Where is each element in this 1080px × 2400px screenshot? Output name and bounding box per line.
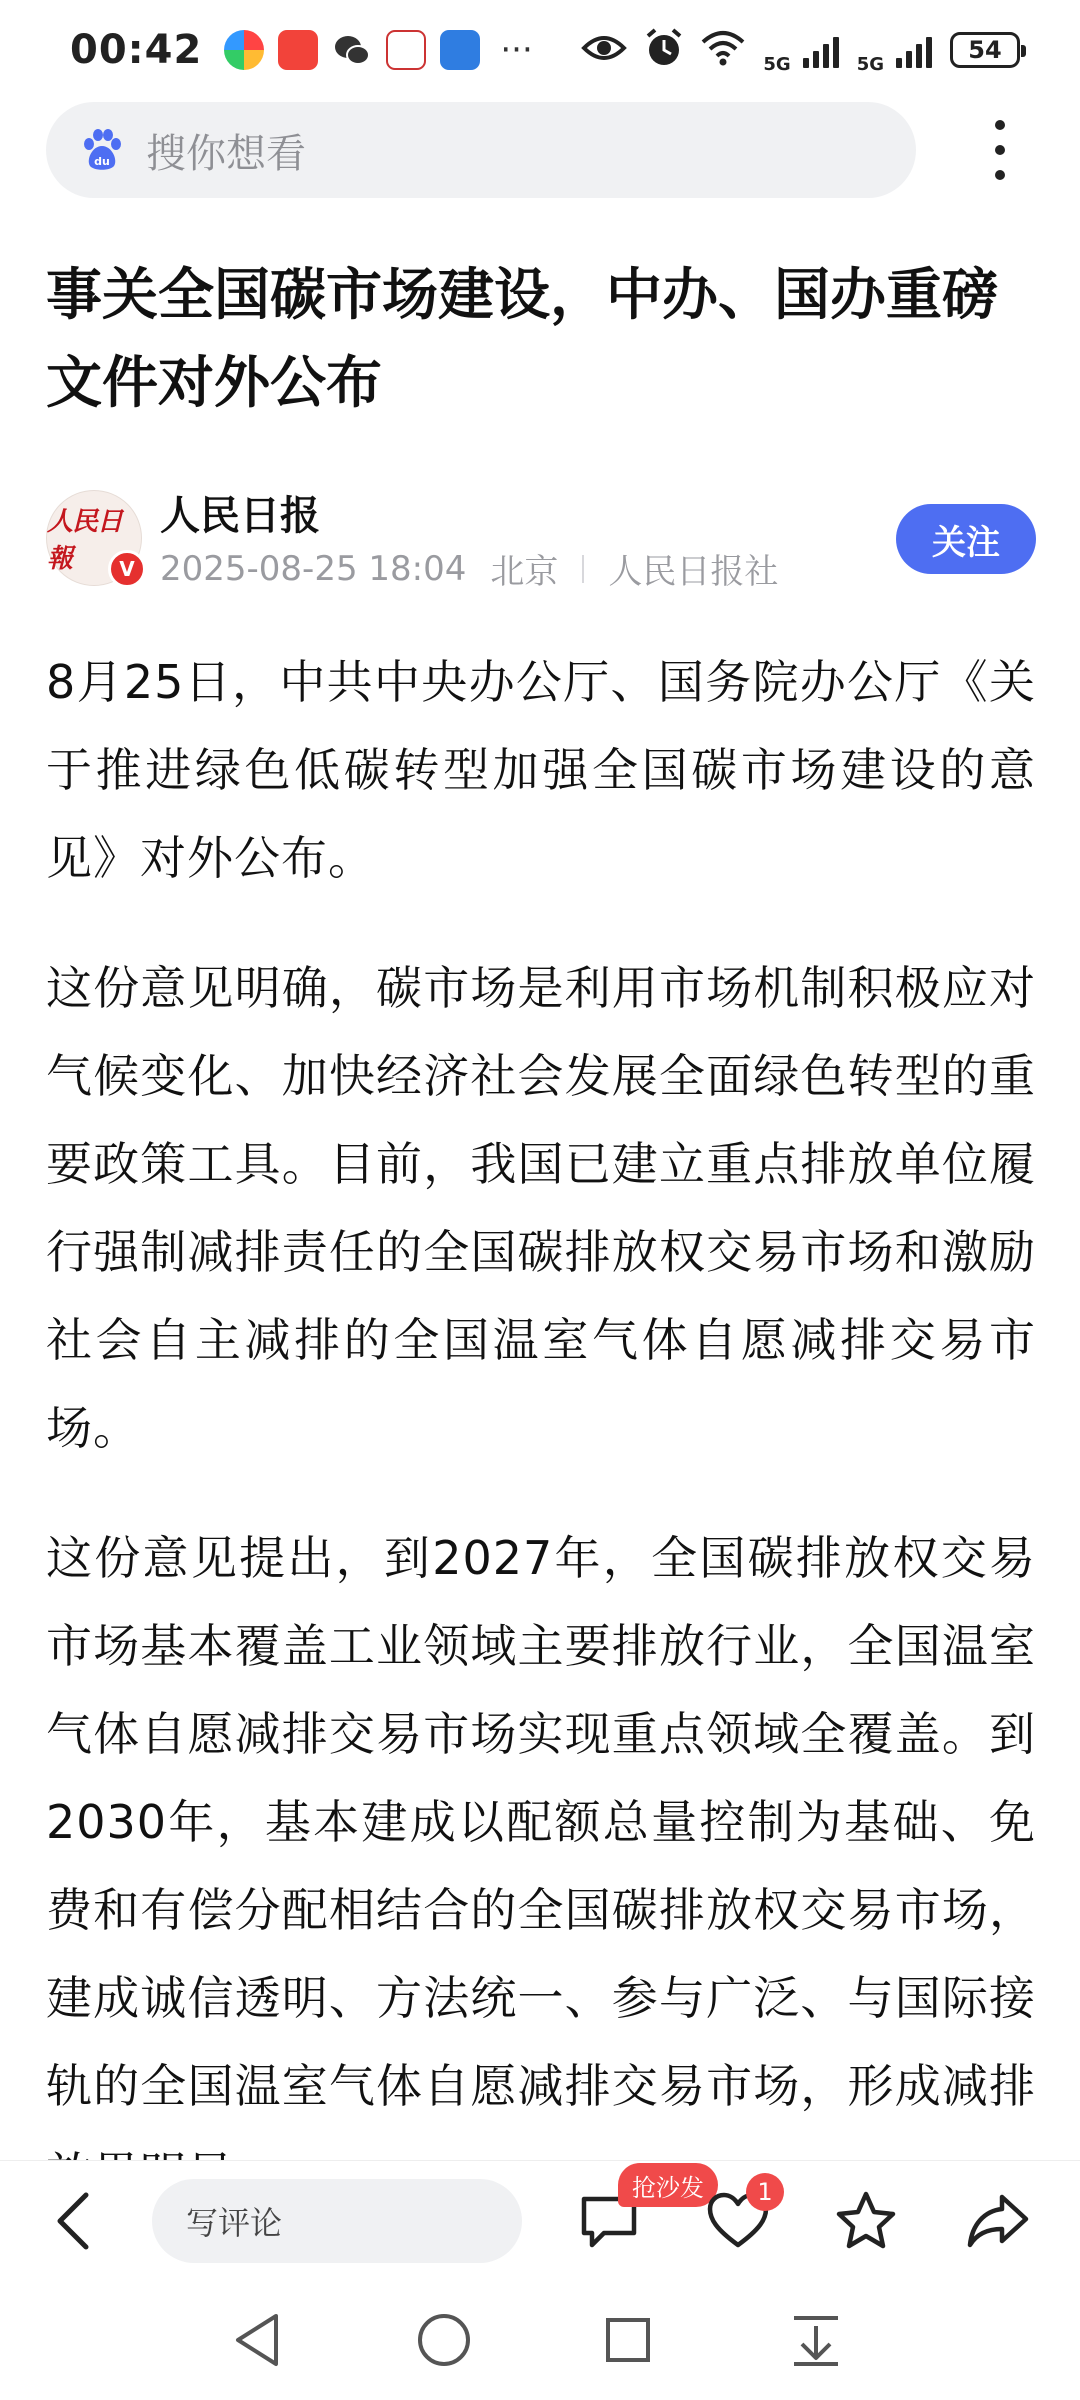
signal-icon-2: [896, 32, 932, 68]
grab-sofa-badge: 抢沙发: [618, 2163, 718, 2207]
nav-notification-pulldown-icon[interactable]: [784, 2308, 848, 2372]
article-action-bar: [0, 2160, 1080, 2280]
article-body: [46, 638, 1036, 2158]
system-nav-bar: [0, 2280, 1080, 2400]
paragraph: 这份意见提出，到2027年，全国碳排放权交易市场基本覆盖工业领域主要排放行业，全国温室气体自愿减排交易市场实现重点领域全覆盖。到2030年，基本建成以配额总量控制为基础、免费和有偿分配相结合的全国碳排放权交易市场，建成诚信透明、方法统一、参与广泛、与国际接轨的全国温室气体自愿减排交易市场，形成减排: [46, 1531, 1036, 2113]
search-input[interactable]: [46, 102, 916, 198]
battery-icon: 54: [950, 32, 1020, 68]
eye-icon: [581, 32, 627, 68]
network-type-2: 5G: [856, 53, 884, 75]
author-meta: [160, 544, 778, 593]
nav-recents-icon[interactable]: [596, 2308, 660, 2372]
favorite-star-icon[interactable]: [834, 2189, 898, 2253]
publish-datetime: 2025-08-25 18:04: [160, 548, 467, 589]
publish-location: 北京: [490, 552, 559, 592]
nav-back-icon[interactable]: [226, 2308, 290, 2372]
share-arrow-icon[interactable]: [966, 2191, 1030, 2251]
paragraph: 这份意见明确，碳市场是利用市场机制积极应对气候变化、加快经济社会发展全面绿色转型的重要政策工具。目前，我国已建立重点排放单位履行强制减排责任的全国碳排放权交易市场和激励社会自主减排的全国温室气体自愿减排交易市场。: [46, 961, 1036, 1455]
app-icon-red: [278, 30, 318, 70]
network-type-1: 5G: [763, 53, 791, 75]
back-arrow-icon[interactable]: [46, 2189, 106, 2253]
svg-text:du: du: [94, 155, 110, 168]
search-placeholder: 搜你想看: [146, 130, 306, 177]
nav-home-icon[interactable]: [412, 2308, 476, 2372]
system-indicators: [581, 26, 1020, 75]
more-notifications-icon: ···: [500, 30, 533, 70]
notification-icons: [224, 30, 532, 70]
like-count-badge: 1: [746, 2173, 784, 2211]
more-options-icon[interactable]: [980, 120, 1020, 180]
author-name[interactable]: 人民日报: [160, 493, 320, 539]
avatar-logo-text: 人民日報: [47, 507, 123, 574]
wechat-icon: [332, 30, 372, 70]
wifi-icon: [701, 30, 745, 70]
verified-badge-icon: V: [108, 550, 146, 588]
alarm-icon: [645, 28, 683, 72]
comment-placeholder: 写评论: [186, 2204, 283, 2242]
baidu-paw-icon: [78, 126, 126, 174]
publish-source: 人民日报社: [608, 552, 779, 592]
app-icon-blue: [440, 30, 480, 70]
author-row: [46, 488, 1036, 592]
meta-divider: [582, 555, 584, 583]
status-time: 00:42: [70, 27, 203, 73]
article-title: 事关全国碳市场建设，中办、国办重磅文件对外公布: [46, 263, 998, 416]
signal-icon: [803, 32, 839, 68]
comment-input[interactable]: [152, 2179, 522, 2263]
app-icon-colorful: [224, 30, 264, 70]
status-bar: [0, 0, 1080, 100]
paragraph: 8月25日，中共中央办公厅、国务院办公厅《关于推进绿色低碳转型加强全国碳市场建设的意见》对外公布。: [46, 655, 1036, 885]
search-row: [0, 100, 1080, 200]
follow-button[interactable]: 关注: [896, 504, 1036, 574]
app-icon-news: [386, 30, 426, 70]
